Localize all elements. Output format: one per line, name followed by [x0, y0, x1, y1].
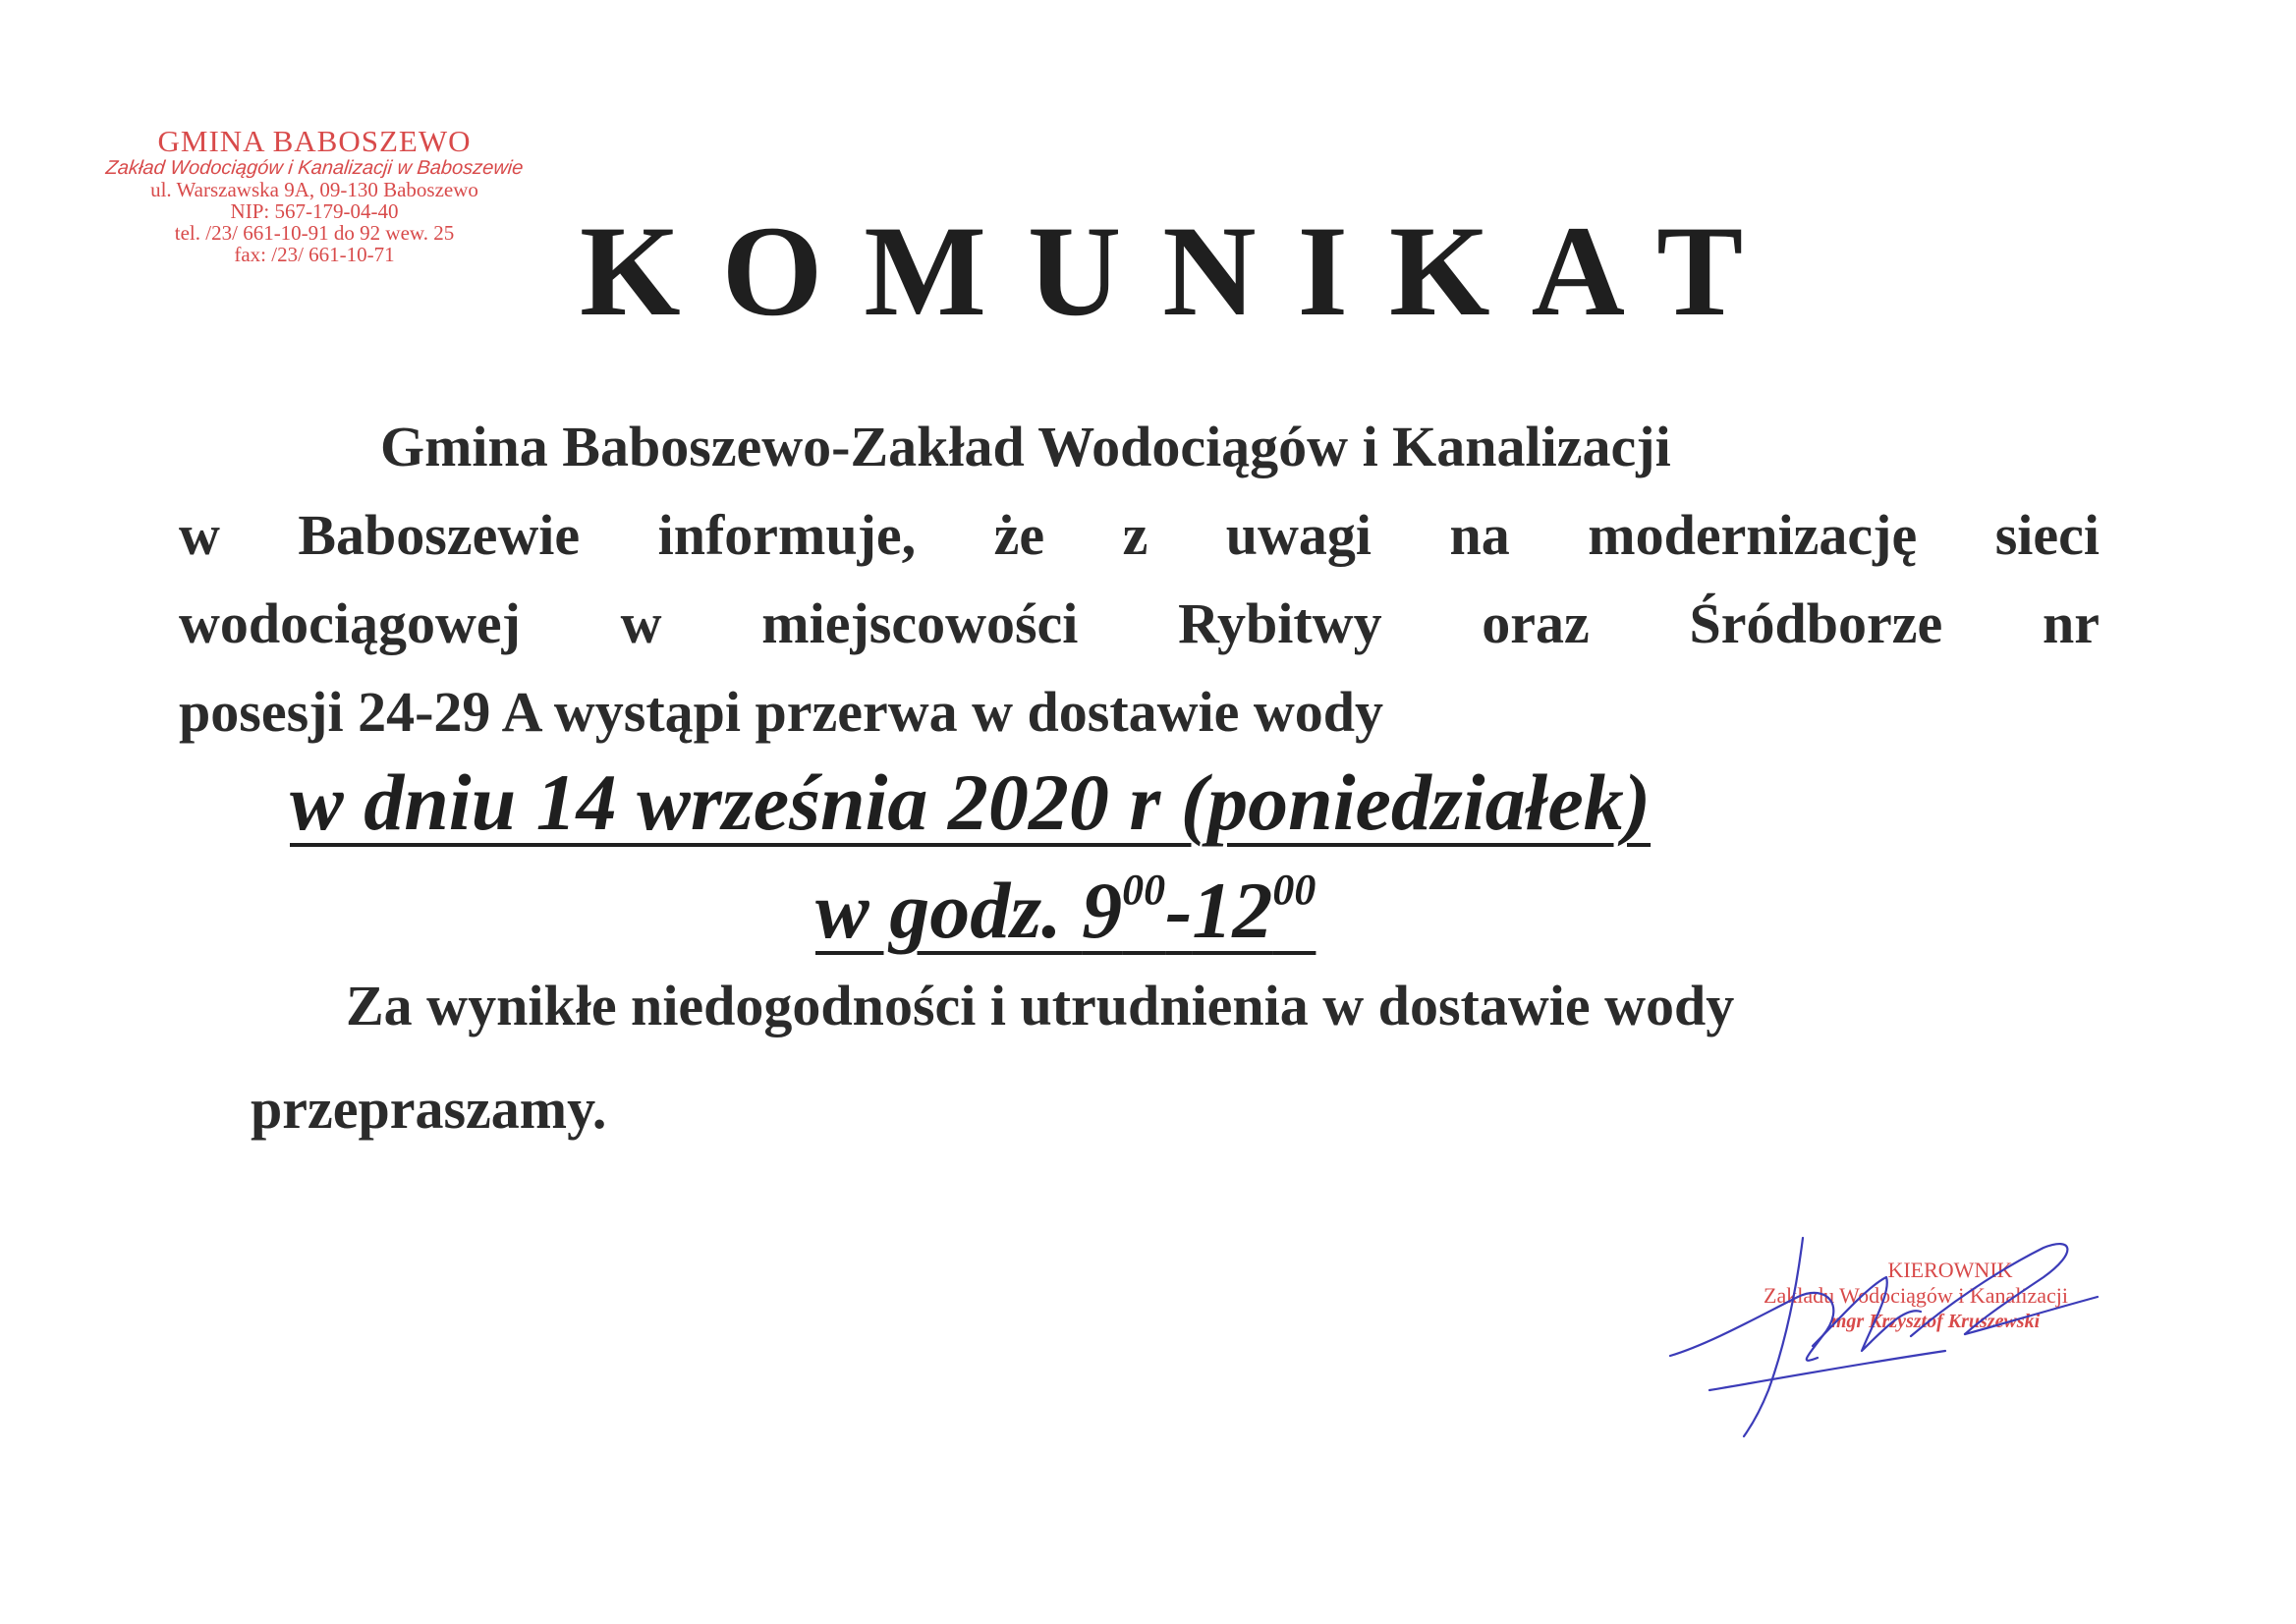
- handwritten-signature: [1651, 1218, 2112, 1444]
- hours-prefix: w godz.: [815, 866, 1083, 955]
- body-line-4: posesji 24-29 A wystąpi przerwa w dostawie wody: [179, 680, 1384, 744]
- notice-body: [179, 403, 2100, 756]
- manager-unit: Zakładu Wodociągów i Kanalizacji: [1764, 1283, 2068, 1309]
- hours-end-minutes: 00: [1272, 866, 1316, 914]
- hours-start-minutes: 00: [1122, 866, 1166, 914]
- stamp-phone: tel. /23/ 661-10-91 do 92 wew. 25: [174, 220, 455, 245]
- office-stamp: [88, 126, 540, 265]
- stamp-address: ul. Warszawska 9A, 09-130 Baboszewo: [150, 177, 478, 201]
- closing-line-2: przepraszamy.: [251, 1077, 607, 1141]
- body-line-1: Gmina Baboszewo-Zakład Wodociągów i Kanalizacji: [380, 415, 1671, 478]
- body-line-3: wodociągowej w miejscowości Rybitwy oraz Śródborze nr: [179, 591, 2100, 655]
- body-line-2: w Baboszewie informuje, że z uwagi na modernizację sieci: [179, 503, 2100, 567]
- hours-separator: -: [1165, 866, 1193, 955]
- manager-title: KIEROWNIK: [1887, 1258, 2013, 1282]
- stamp-fax: fax: /23/ 661-10-71: [234, 242, 395, 266]
- hours-start: 9: [1082, 866, 1123, 955]
- closing-line-1: Za wynikłe niedogodności i utrudnienia w dostawie wody: [346, 974, 1735, 1037]
- manager-name: mgr Krzysztof Kruszewski: [1830, 1310, 2041, 1332]
- outage-hours: [815, 865, 1503, 957]
- notice-title: KOMUNIKAT: [580, 198, 1785, 343]
- stamp-unit: Zakład Wodociągów i Kanalizacji w Baboszewie: [104, 156, 525, 179]
- stamp-nip: NIP: 567-179-04-40: [230, 198, 399, 223]
- stamp-office-name: GMINA BABOSZEWO: [157, 124, 472, 158]
- outage-date: w dniu 14 września 2020 r (poniedziałek): [290, 757, 1652, 847]
- hours-end: 12: [1192, 866, 1273, 955]
